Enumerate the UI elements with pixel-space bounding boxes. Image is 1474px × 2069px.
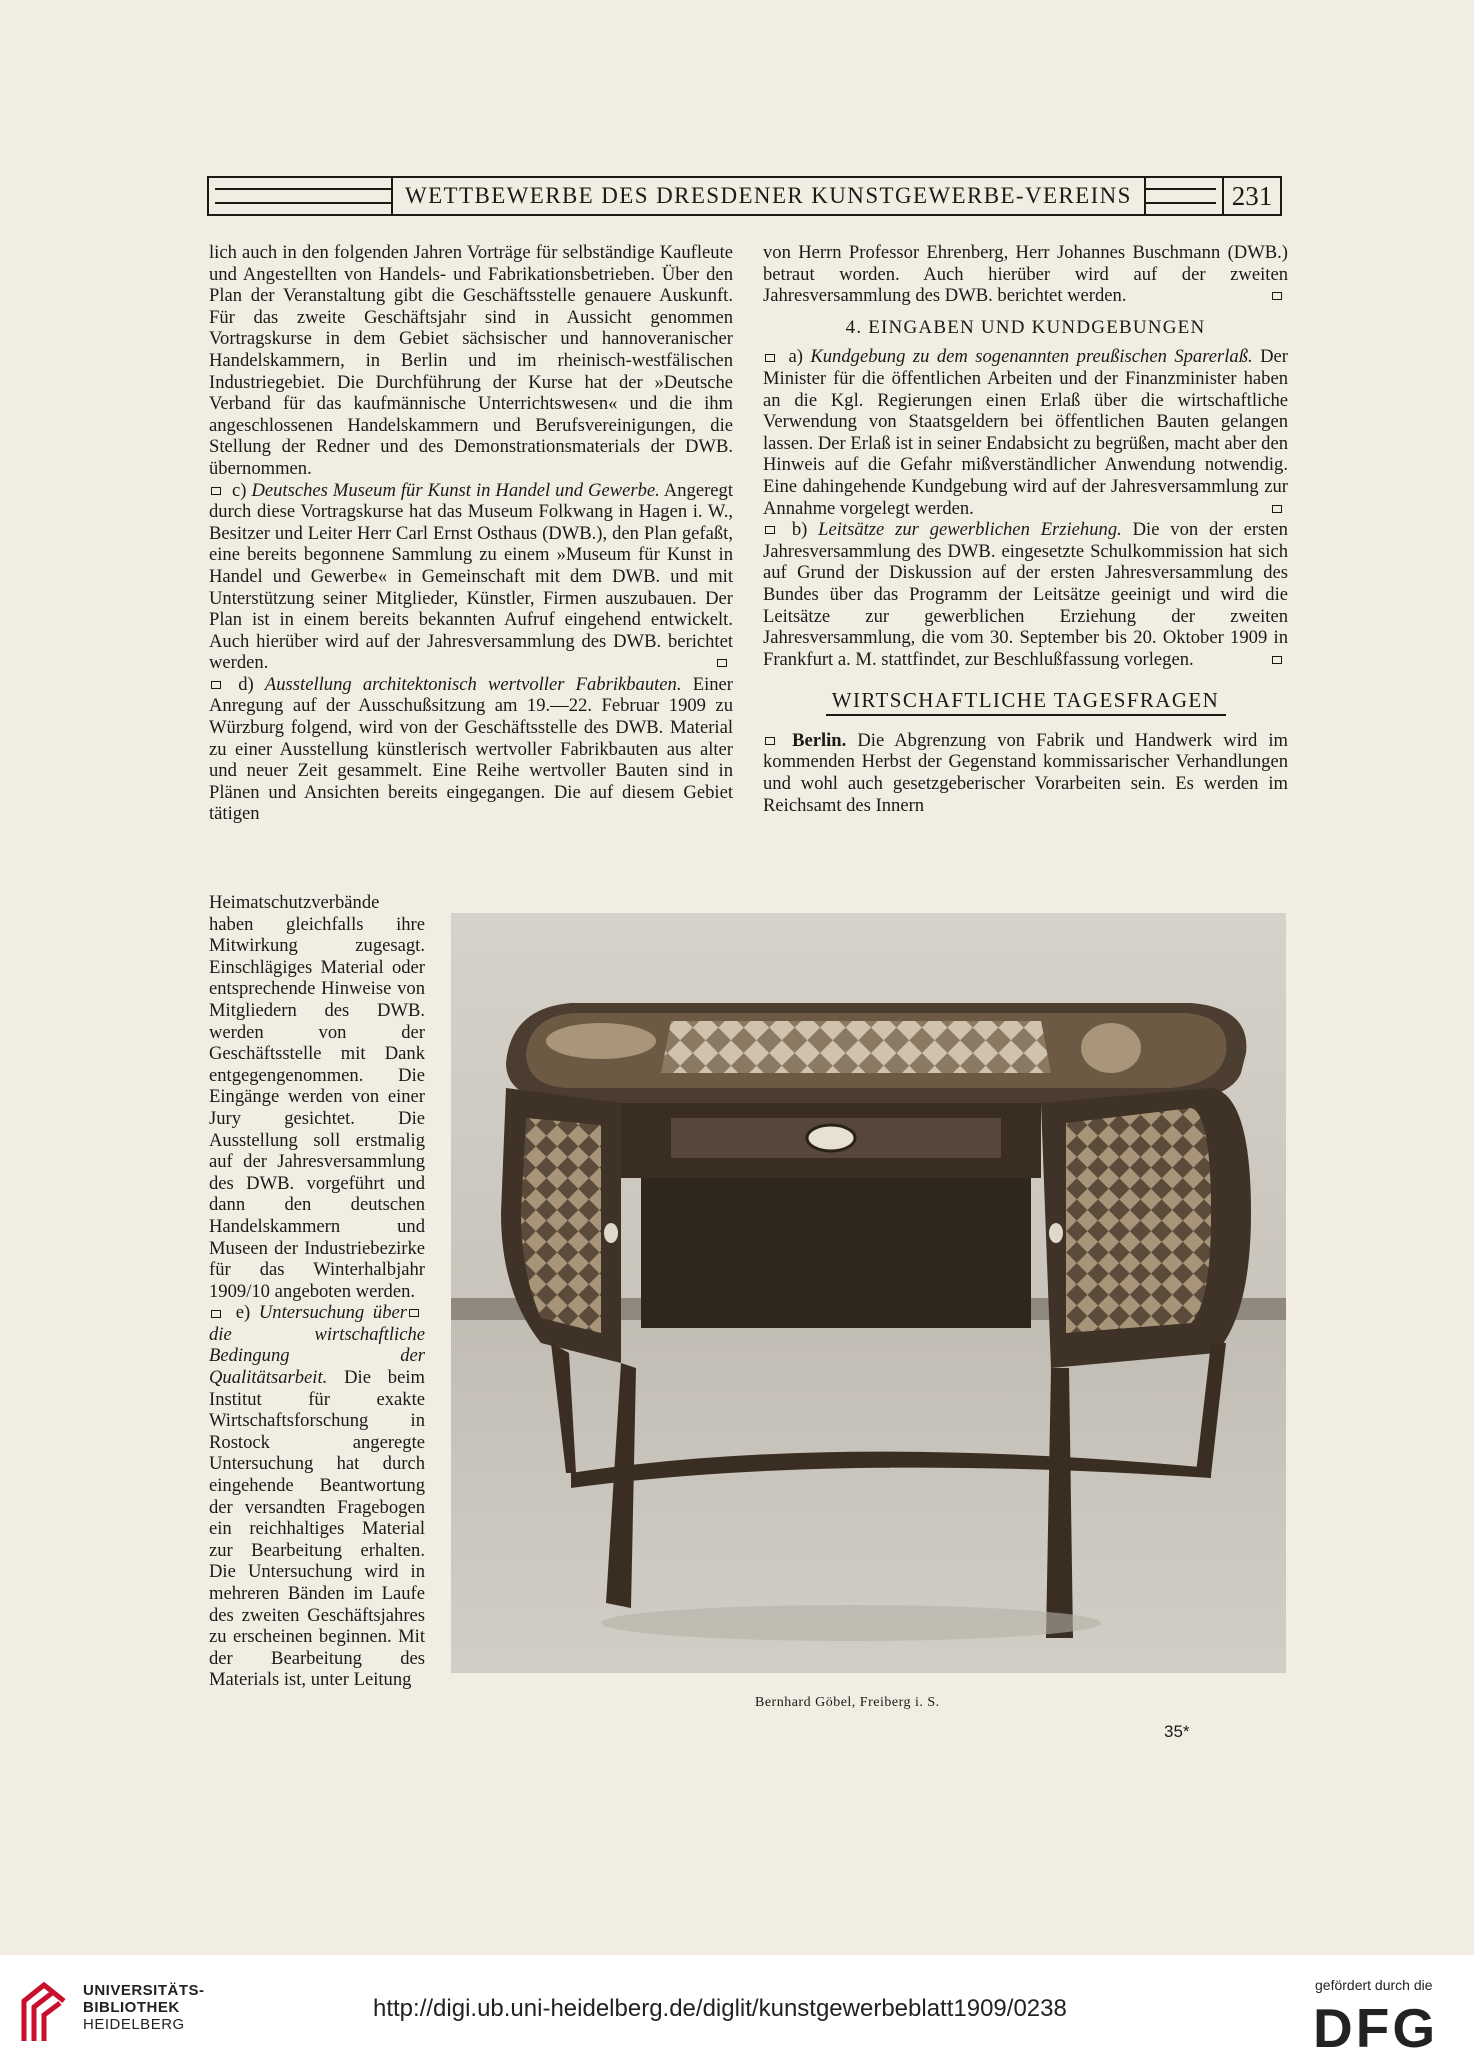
photo-caption: Bernhard Göbel, Freiberg i. S. — [755, 1695, 940, 1710]
paragraph — [209, 892, 425, 1302]
square-end-icon — [1272, 505, 1282, 513]
right-keyhole — [1049, 1223, 1063, 1243]
item-label: c) — [232, 479, 247, 501]
item-label: b) — [791, 519, 808, 541]
item-label: e) — [235, 1302, 251, 1324]
header-rule-left — [215, 188, 391, 204]
top-inlay-left — [546, 1023, 656, 1059]
item-title: Kundgebung zu dem sogenannten preußischen Sparerlaß. — [810, 346, 1253, 368]
item-label: d) — [238, 673, 254, 695]
ub-line: BIBLIOTHEK — [83, 1999, 180, 2016]
left-keyhole — [604, 1223, 618, 1243]
item-text: Die beim Institut für exakte Wirtschaftsforschung in Rostock angeregte Untersuchung hat durch eingehende Beantwortung der versandten Fragebogen ein reichhaltiges Material zur Bearbeitung erhalten. Die Untersuchung wird in mehreren Bänden im Laufe des zweiten Geschäftsjahres zu erscheinen beginnen. Mit der Bearbeitung des Materials ist, unter Leitung — [209, 1367, 425, 1691]
section-heading: WIRTSCHAFTLICHE TAGESFRAGEN — [826, 690, 1226, 716]
item-label: Berlin. — [792, 729, 847, 751]
paragraph-e — [209, 1302, 425, 1691]
left-column-narrow — [209, 892, 425, 1691]
header-rule-right — [1146, 188, 1216, 204]
left-column — [209, 242, 733, 825]
permalink-url[interactable]: http://digi.ub.uni-heidelberg.de/diglit/kunstgewerbeblatt1909/0238 — [373, 1995, 1067, 2022]
item-label: a) — [788, 346, 803, 368]
item-text: Heimatschutzverbände haben gleichfalls ihre Mitwirkung zugesagt. Einschlägiges Material oder entsprechende Hinweise von Mitgliedern des DWB. werden von der Geschäftsstelle mit Dank entgegengenommen. Die Eingänge werden von einer Jury gesichtet. Die Ausstellung soll erstmalig auf der Jahresversammlung des DWB. vorgeführt und dann den deutschen Handelskammern und Museen der Industriebezirke für das Winterhalbjahr 1909/10 angeboten werden. — [209, 892, 425, 1302]
running-header — [207, 176, 1282, 216]
ub-heidelberg-wordmark[interactable] — [83, 1982, 205, 2033]
item-text: Der Minister für die öffentlichen Arbeiten und der Finanzminister haben an die Kgl. Regierungen einen Erlaß über die wirtschaftliche Verwendung von Staatsgeldern bei öffentlichen Bauten gelangen lassen. Der Erlaß ist in seiner Endabsicht zu begrüßen, macht aber den Hinweis auf die Gefahr mißverständlicher Anwendung notwendig. Eine dahingehende Kundgebung wird auf der Jahresversammlung zur Annahme vorgelegt werden. — [763, 346, 1288, 519]
running-title: WETTBEWERBE DES DRESDENER KUNSTGEWERBE-VEREINS — [391, 178, 1146, 214]
item-title: Ausstellung architektonisch wertvoller Fabrikbauten. — [264, 673, 682, 695]
square-bullet-icon — [211, 681, 221, 689]
kneehole — [641, 1178, 1031, 1328]
item-title: Leitsätze zur gewerblichen Erziehung. — [818, 519, 1122, 541]
dfg-logo-icon[interactable]: DFG — [1313, 1997, 1439, 2059]
top-inlay-right — [1081, 1023, 1141, 1073]
item-title: Untersuchung über die wirtschaftliche Bedingung der Qualitätsarbeit. — [209, 1302, 425, 1389]
square-bullet-icon — [211, 1310, 221, 1318]
floor-shadow — [601, 1605, 1101, 1641]
item-text: Angeregt durch diese Vortragskurse hat das Museum Folkwang in Hagen i. W., Besitzer und Leiter Herr Carl Ernst Osthaus (DWB.), den Plan gefaßt, eine bereits begonnene Sammlung zu einem »Museum für Kunst in Handel und Gewerbe« in Gemeinschaft mit dem DWB. und mit Unterstützung seiner Mitglieder, Künstler, Firmen auszubauen. Der Plan ist in einem bereits bekannten Aufruf eingehend entwickelt. Auch hierüber wird auf der Jahresversammlung des DWB. berichtet werden. — [209, 479, 733, 674]
square-bullet-icon — [211, 487, 221, 495]
square-end-icon — [1272, 656, 1282, 664]
paragraph-berlin — [763, 730, 1288, 816]
square-bullet-icon — [765, 354, 775, 362]
item-text: Einer Anregung auf der Ausschußsitzung am 19.—22. Februar 1909 zu Würzburg folgend, wird von der Geschäftsstelle des DWB. Material zu einer Ausstellung künstlerisch wertvoller Fabrikbauten aus alter und neuer Zeit gesammelt. Eine Reihe wertvoller Bauten sind in Plänen und Ansichten bereits eingegangen. Die auf diesem Gebiet tätigen — [209, 673, 733, 825]
paragraph-d — [209, 674, 733, 825]
square-end-icon — [409, 1309, 419, 1317]
item-text: Die von der ersten Jahresversammlung des DWB. eingesetzte Schulkommission hat sich auf Grund der Diskussion auf der ersten Jahresversammlung des Bundes über das Programm der Leitsätze geeinigt und wird die Leitsätze zur gewerblichen Erziehung der zweiten Jahresversammlung, die vom 30. September bis 20. Oktober 1909 in Frankfurt a. M. stattfindet, zur Beschlußfassung vorlegen. — [763, 519, 1288, 670]
item-title: Deutsches Museum für Kunst in Handel und Gewerbe. — [251, 479, 660, 501]
paragraph-c — [209, 480, 733, 674]
paragraph-b — [763, 519, 1288, 670]
item-text: von Herrn Professor Ehrenberg, Herr Johannes Buschmann (DWB.) betraut worden. Auch hierüber wird auf der zweiten Jahresversammlung des DWB. berichtet werden. — [763, 242, 1288, 307]
square-end-icon — [1272, 292, 1282, 300]
desk-illustration — [451, 913, 1286, 1673]
ub-line: HEIDELBERG — [83, 2016, 185, 2033]
item-text: Die Abgrenzung von Fabrik und Handwerk wird im kommenden Herbst der Gegenstand kommissarischer Verhandlungen und wohl auch gesetzgeberischer Vorarbeiten sein. Es werden im Reichsamt des Innern — [763, 729, 1288, 816]
page-number: 231 — [1222, 178, 1280, 214]
checker-inlay — [661, 1021, 1051, 1073]
desk-photograph — [451, 913, 1286, 1673]
square-bullet-icon — [765, 737, 775, 745]
square-end-icon — [717, 659, 727, 667]
square-bullet-icon — [765, 526, 775, 534]
ub-line: UNIVERSITÄTS- — [83, 1982, 205, 1999]
right-column — [763, 242, 1288, 816]
paragraph-a — [763, 346, 1288, 519]
funding-caption: gefördert durch die — [1315, 1977, 1433, 1993]
signature-mark: 35* — [1164, 1722, 1190, 1741]
right-pedestal-inlay — [1066, 1108, 1211, 1333]
footer-bar — [0, 1955, 1474, 2069]
drawer-handle — [807, 1125, 855, 1151]
section-heading: 4. EINGABEN UND KUNDGEBUNGEN — [845, 316, 1206, 338]
ub-heidelberg-logo-icon[interactable] — [16, 1977, 72, 2049]
paragraph — [763, 242, 1288, 307]
paragraph: lich auch in den folgenden Jahren Vorträge für selbständige Kaufleute und Angestellten von Handels- und Fabrikationsbetrieben. Über den Plan der Veranstaltung gibt die Geschäftsstelle genauere Auskunft. Für das zweite Geschäftsjahr sind in Aussicht genommen Vortragskurse in dem Gebiet sächsischer und hannoveranischer Handelskammern, in Berlin und im rheinisch-westfälischen Industriegebiet. Die Durchführung der Kurse hat der »Deutsche Verband für das kaufmännische Unterrichtswesen« und die ihm angeschlossenen Handelskammern und Berufsvereinigungen, die Stellung der Redner und des Demonstrationsmaterials der DWB. übernommen. — [209, 242, 733, 479]
